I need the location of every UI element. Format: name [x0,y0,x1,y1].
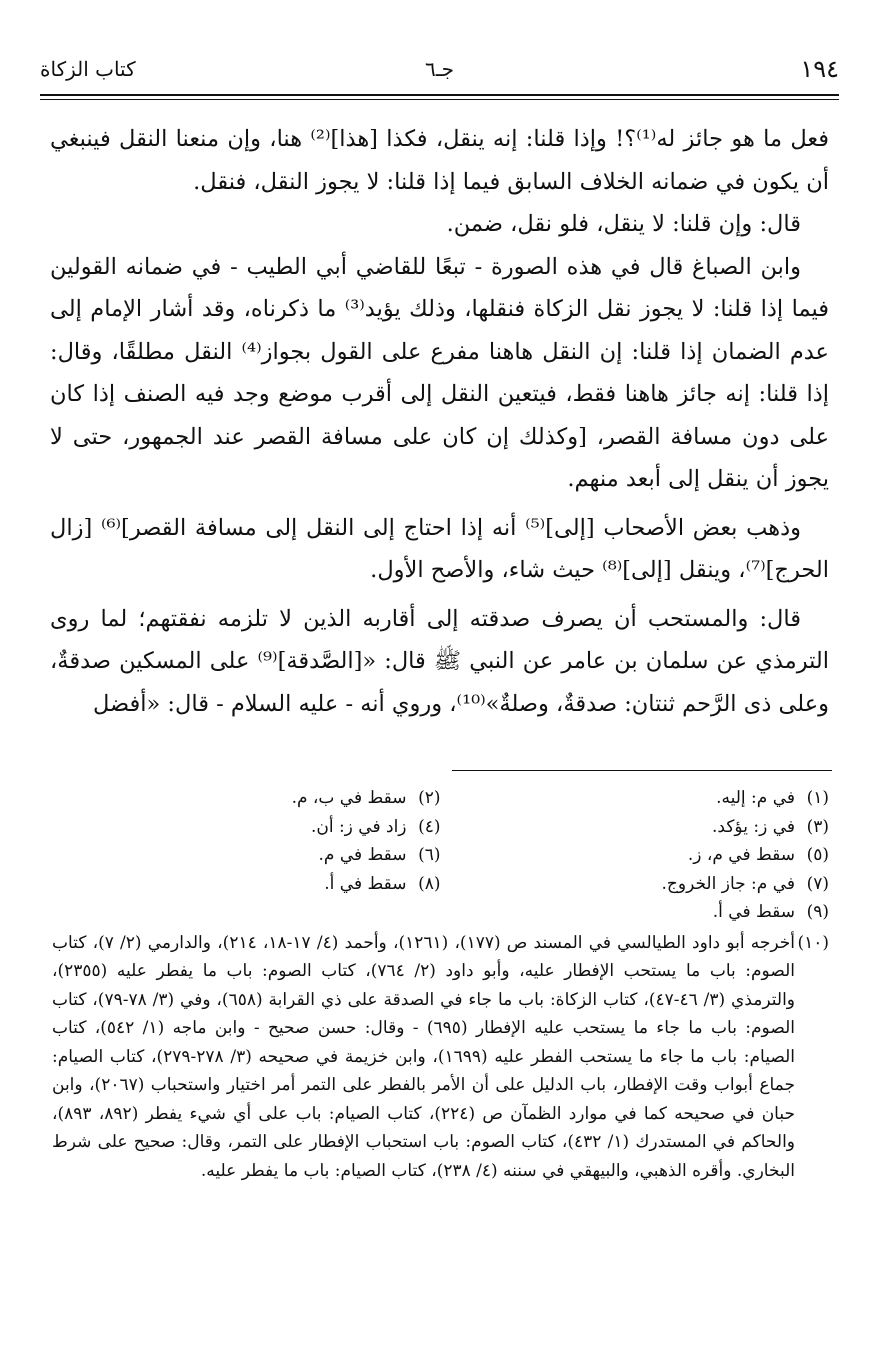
footnote [441,841,830,870]
footnote [52,841,441,870]
footnote-number: (٧) [806,873,829,894]
running-header [40,55,839,91]
footnote-row [52,898,829,927]
footnote-text: سقط في م. [318,845,407,865]
footnote-text: في م: إليه. [716,788,795,808]
footnote-text: زاد في ز: أن. [310,816,407,837]
footnote-number: (٥) [806,845,829,865]
footnote [52,813,441,842]
book-title: كتاب الزكاة [40,57,136,81]
footnote [441,870,830,899]
paragraph: قال: والمستحب أن يصرف صدقته إلى أقاربه الذين لا تلزمه نفقتهم؛ لما روى الترمذي عن سلمان بن عامر عن النبي ﷺ قال: «[الصَّدقة]⁽⁹⁾ على المسكين صدقةٌ، وعلى ذى الرَّحم ثنتان: صدقةٌ، وصلةٌ»⁽¹⁰⁾، وروي أنه - عليه السلام - قال: «أفضل [50,605,829,717]
footnote [52,870,441,899]
footnote-long [52,929,829,1186]
footnote-text: سقط في م، ز. [687,845,795,865]
footnote-text: في ز: يؤكد. [712,816,795,837]
footnote-separator [452,770,832,771]
header-rule [40,94,839,96]
paragraph: قال: وإن قلنا: لا ينقل، فلو نقل، ضمن. [446,211,801,237]
footnote-row [52,784,829,813]
footnote-number: (٣) [806,816,829,837]
footnote-number: (٩) [806,902,829,922]
footnote [441,784,830,813]
page-number: ١٩٤ [800,55,839,83]
header-rule-thin [40,99,839,100]
footnote [441,898,830,927]
footnote [441,813,830,842]
main-text [50,118,829,725]
footnote-number: (٨) [418,873,441,894]
footnote-row [52,870,829,899]
footnote [52,784,441,813]
footnote-number: (٤) [418,816,441,837]
paragraph: وابن الصباغ قال في هذه الصورة - تبعًا للقاضي أبي الطيب - في ضمانه القولين فيما إذا قلنا: لا يجوز نقل الزكاة فنقلها، وذلك يؤيد⁽³⁾ ما ذكرناه، وقد أشار الإمام إلى عدم الضمان إذا قلنا: إن النقل هاهنا مفرع على القول بجواز⁽⁴⁾ النقل مطلقًا، وقال: إذا قلنا: إنه جائز هاهنا فقط، فيتعين النقل إلى أقرب موضع وجد فيه الصنف إذا كان على دون مسافة القصر، [وكذلك إن كان على مسافة القصر عند الجمهور، حتى لا يجوز أن ينقل إلى أبعد منهم. [50,253,830,492]
paragraph: وذهب بعض الأصحاب [إلى]⁽⁵⁾ أنه إذا احتاج إلى النقل إلى مسافة القصر]⁽⁶⁾ [زال الحرج]⁽⁷⁾، وينقل [إلى]⁽⁸⁾ حيث شاء، والأصح الأول. [50,514,829,583]
footnote-row [52,841,829,870]
footnote-text: أخرجه أبو داود الطيالسي في المسند ص (١٧٧)، (١٢٦١)، وأحمد (٤/ ١٧-١٨، ٢١٤)، والدارمي (٢/ ٧)، كتاب الصوم: باب ما يستحب الإفطار عليه، وأبو داود (٢/ ٧٦٤)، كتاب الصوم: باب ما يفطر عليه (٢٣٥٥)، والترمذي (٣/ ٤٦-٤٧)، كتاب الزكاة: باب ما جاء في الصدقة على ذي القرابة (٦٥٨)، وفي (٣/ ٧٨-٧٩)، كتاب الصوم: باب ما جاء ما يستحب عليه الإفطار (٦٩٥) - وقال: حسن صحيح - وابن ماجه (١/ ٥٤٢)، كتاب الصيام: باب ما جاء ما يستحب الفطر عليه (١٦٩٩)، وابن خزيمة في صحيحه (٣/ ٢٧٨-٢٧٩)، كتاب الصيام: جماع أبواب وقت الإفطار، باب الدليل على أن الأمر بالفطر على التمر أمر اختيار واستحباب (٢٠٦٧)، وابن حبان في صحيحه كما في موارد الظمآن ص (٢٢٤)، كتاب الصيام: باب على أي شيء يفطر (٨٩٢، ٨٩٣)، والحاكم في المستدرك (١/ ٤٣٢)، كتاب الصوم: باب استحباب الإفطار على التمر، وقال: صحيح على شرط البخاري. وأقره الذهبي، والبيهقي في سننه (٤/ ٢٣٨)، كتاب الصيام: باب ما يفطر عليه. [52,932,796,1181]
footnote-row [52,813,829,842]
footnote-number: (١) [806,788,829,808]
volume-label: جـ٦ [425,57,454,81]
footnote-text: سقط في ب، م. [291,788,407,808]
footnote-number: (٢) [418,788,441,808]
paragraph: فعل ما هو جائز له⁽¹⁾؟! وإذا قلنا: إنه ينقل، فكذا [هذا]⁽²⁾ هنا، وإن منعنا النقل فينبغي أن يكون في ضمانه الخلاف السابق فيما إذا قلنا: لا يجوز النقل، فنقل. [50,126,829,195]
footnote-number: (١٠) [797,932,829,953]
footnote-text: في م: جاز الخروج. [661,873,795,894]
footnotes [52,784,829,1185]
footnote-number: (٦) [418,845,441,865]
footnote-text: سقط في أ. [712,902,795,922]
footnote-text: سقط في أ. [324,873,407,894]
